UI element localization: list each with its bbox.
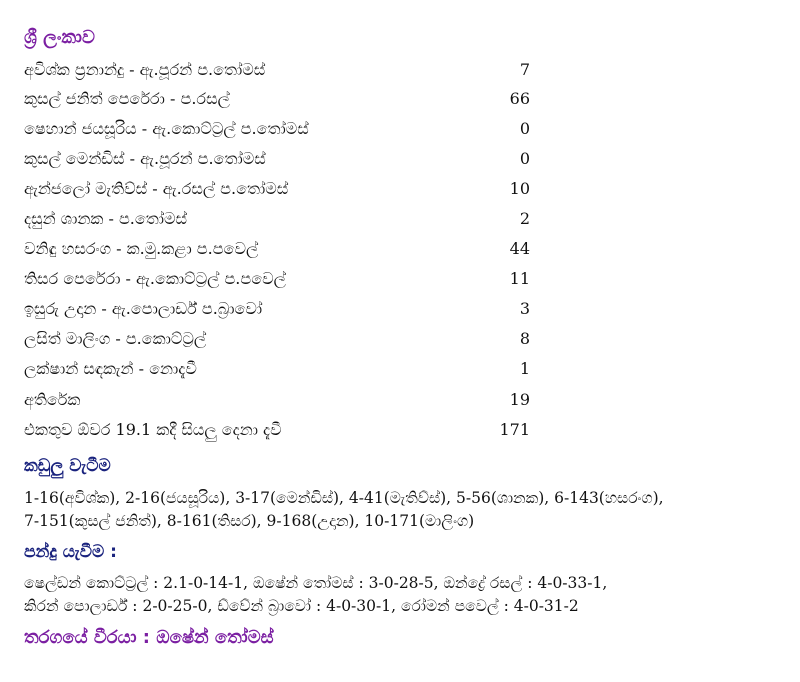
batting-row (24, 297, 530, 321)
bowling-line: කිරන් පොලාර්ඩ් : 2-0-25-0, ඩ්වේන් බ්‍රාවෝ : 4-0-30-1, රෝමන් පවෙල් : 4-0-31-2 (24, 597, 579, 615)
batter-runs: 11 (509, 269, 530, 288)
batting-row (24, 87, 530, 111)
batter-name: දසුන් ශානක - ප.තෝමස් (24, 209, 188, 228)
batting-row (24, 177, 530, 201)
total-runs: 171 (499, 420, 530, 439)
bowling-heading: පන්දු යැවීම : (24, 542, 117, 562)
batter-name: ලසිත් මාලිංග - ප.කොට්ට්‍රල් (24, 329, 207, 348)
batter-name: ලක්ෂාන් සඳකැන් - නොදැවී (24, 359, 197, 378)
batter-name: තිසර පෙරේරා - ඇ.කොට්ට්‍රල් ප.පවෙල් (24, 269, 286, 288)
batting-row (24, 327, 530, 351)
batter-runs: 1 (519, 359, 530, 378)
batter-runs: 66 (509, 89, 530, 108)
batter-name: ඉසුරු උදාන - ඇ.පොලාර්ඩ් ප.බ්‍රාවෝ (24, 299, 263, 318)
batting-row (24, 207, 530, 231)
batter-name: අවිශ්ක ප්‍රනාන්දු - ඇ.පූරන් ප.තෝමස් (24, 60, 266, 79)
batter-name: ඇන්ජලෝ මැතිව්ස් - ඇ.රසල් ප.තෝමස් (24, 179, 289, 198)
fall-of-wickets-line: 1-16(අවිශ්ක), 2-16(ජයසූරිය), 3-17(මෙන්ඩිස්), 4-41(මැතිව්ස්), 5-56(ශානක), 6-143(හසරංග), (24, 489, 664, 507)
fall-of-wickets-heading: කඩුලු වැටීම (24, 456, 111, 476)
batting-row (24, 117, 530, 141)
batter-runs: 0 (519, 149, 530, 168)
batter-runs: 0 (519, 119, 530, 138)
batter-runs: 44 (509, 239, 530, 258)
total-row (24, 418, 530, 442)
batter-name: කුසල් ජනිත් පෙරේරා - ප.රසල් (24, 89, 230, 108)
batter-name: වනිඳු හසරංග - ක.මු.කළා ප.පවෙල් (24, 239, 259, 258)
player-of-match: තරගයේ වීරයා : ඔෂේන් තෝමස් (24, 627, 274, 648)
batter-runs: 3 (519, 299, 530, 318)
total-label: එකතුව ඕවර 19.1 කදී සියලු දෙනා දැවී (24, 420, 282, 439)
batter-name: කුසල් මෙන්ඩිස් - ඇ.පූරන් ප.තෝමස් (24, 149, 266, 168)
batter-runs: 10 (509, 179, 530, 198)
batter-runs: 8 (519, 329, 530, 348)
team-heading: ශ්‍රී ලංකාව (24, 27, 95, 48)
fall-of-wickets-line: 7-151(කුසල් ජනිත්), 8-161(තිසර), 9-168(උදාන), 10-171(මාලිංග) (24, 512, 475, 530)
batting-row (24, 147, 530, 171)
batter-name: ෂෙහාන් ජයසූරිය - ඇ.කොට්ට්‍රල් ප.තෝමස් (24, 119, 309, 138)
extras-row (24, 388, 530, 412)
bowling-line: ෂෙල්ඩන් කොට්ට්‍රල් : 2.1-0-14-1, ඔෂේන් තෝමස් : 3-0-28-5, ඔන්ද්‍රේ රසල් : 4-0-33-1, (24, 574, 608, 592)
batter-runs: 7 (519, 60, 530, 79)
batter-runs: 2 (519, 209, 530, 228)
batting-row (24, 58, 530, 82)
batting-row (24, 357, 530, 381)
extras-runs: 19 (509, 390, 530, 409)
batting-row (24, 267, 530, 291)
batting-row (24, 237, 530, 261)
extras-label: අතිරේක (24, 390, 81, 409)
